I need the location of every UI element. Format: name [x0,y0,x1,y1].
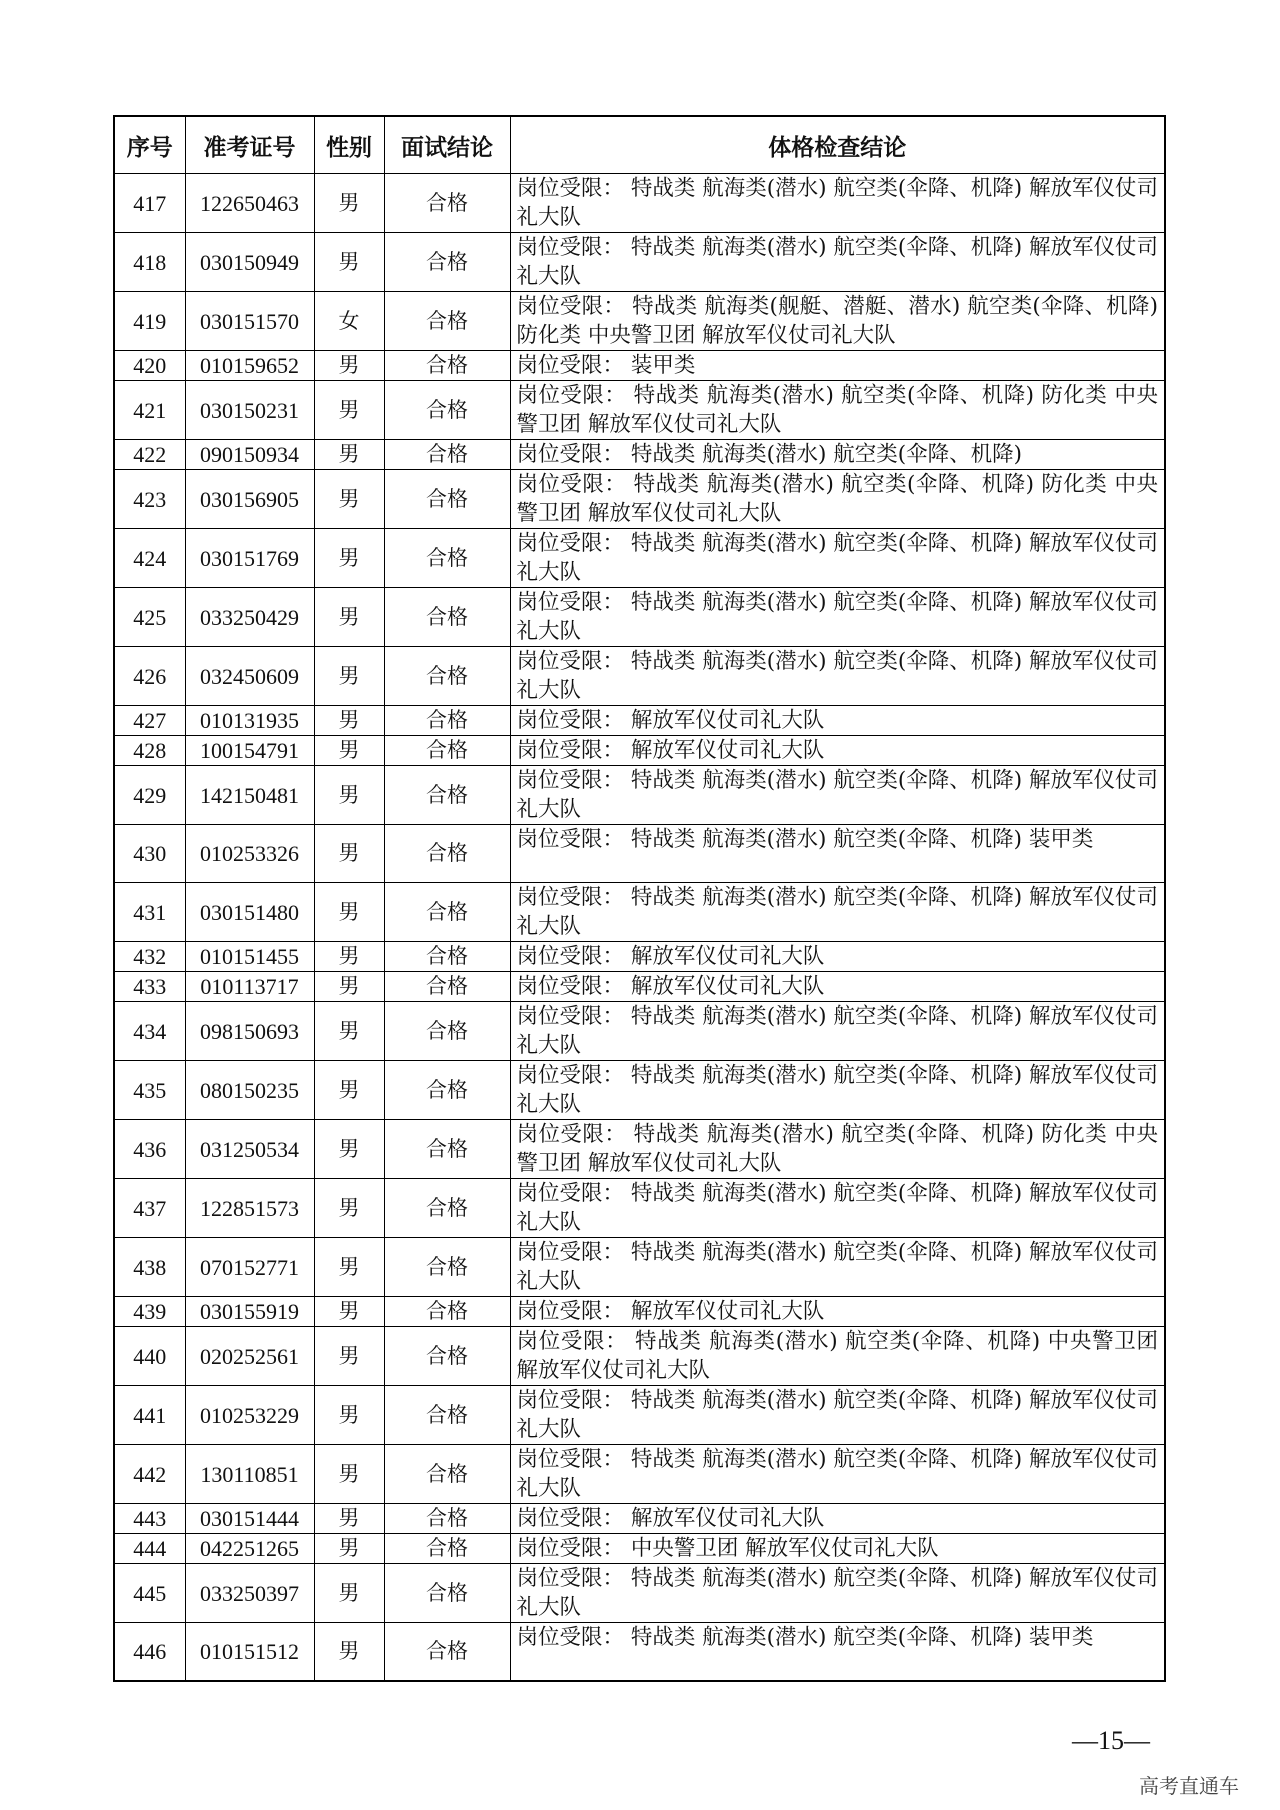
cell-interview: 合格 [384,736,510,766]
cell-seq: 425 [114,588,185,647]
cell-interview: 合格 [384,440,510,470]
cell-seq: 441 [114,1386,185,1445]
header-interview: 面试结论 [384,116,510,174]
cell-physical: 岗位受限： 解放军仪仗司礼大队 [510,1297,1165,1327]
cell-interview: 合格 [384,1002,510,1061]
cell-physical: 岗位受限： 特战类 航海类(潜水) 航空类(伞降、机降) [510,440,1165,470]
cell-exam-no: 030151480 [185,883,314,942]
table-row [114,736,1165,766]
cell-exam-no: 030151570 [185,292,314,351]
cell-gender: 男 [314,1327,384,1386]
cell-seq: 439 [114,1297,185,1327]
cell-seq: 444 [114,1534,185,1564]
cell-physical: 岗位受限： 装甲类 [510,351,1165,381]
cell-physical: 岗位受限： 特战类 航海类(潜水) 航空类(伞降、机降) 中央警卫团 解放军仪仗司礼大队 [510,1327,1165,1386]
cell-exam-no: 030151769 [185,529,314,588]
cell-exam-no: 030156905 [185,470,314,529]
cell-interview: 合格 [384,1297,510,1327]
table-row [114,706,1165,736]
cell-seq: 436 [114,1120,185,1179]
cell-seq: 432 [114,942,185,972]
cell-gender: 男 [314,233,384,292]
table-row [114,174,1165,233]
cell-seq: 429 [114,766,185,825]
cell-physical: 岗位受限： 特战类 航海类(潜水) 航空类(伞降、机降) 解放军仪仗司礼大队 [510,1564,1165,1623]
results-table [113,115,1166,1682]
cell-gender: 男 [314,942,384,972]
cell-gender: 男 [314,1120,384,1179]
watermark: 高考直通车 [1139,1774,1239,1798]
table-row [114,1564,1165,1623]
table-row [114,1002,1165,1061]
cell-seq: 433 [114,972,185,1002]
table-row [114,1445,1165,1504]
cell-exam-no: 070152771 [185,1238,314,1297]
cell-physical: 岗位受限： 特战类 航海类(潜水) 航空类(伞降、机降) 装甲类 [510,825,1165,883]
cell-exam-no: 100154791 [185,736,314,766]
cell-seq: 440 [114,1327,185,1386]
cell-seq: 434 [114,1002,185,1061]
cell-seq: 446 [114,1623,185,1682]
cell-exam-no: 010253326 [185,825,314,883]
cell-seq: 424 [114,529,185,588]
table-row [114,440,1165,470]
cell-interview: 合格 [384,1504,510,1534]
cell-interview: 合格 [384,972,510,1002]
table-row [114,1061,1165,1120]
cell-physical: 岗位受限： 特战类 航海类(潜水) 航空类(伞降、机降) 防化类 中央警卫团 解放军仪仗司礼大队 [510,381,1165,440]
cell-exam-no: 010151455 [185,942,314,972]
cell-gender: 女 [314,292,384,351]
cell-physical: 岗位受限： 解放军仪仗司礼大队 [510,1504,1165,1534]
cell-interview: 合格 [384,529,510,588]
cell-interview: 合格 [384,174,510,233]
cell-seq: 430 [114,825,185,883]
cell-exam-no: 010253229 [185,1386,314,1445]
cell-physical: 岗位受限： 特战类 航海类(潜水) 航空类(伞降、机降) 防化类 中央警卫团 解放军仪仗司礼大队 [510,1120,1165,1179]
table-row [114,1297,1165,1327]
cell-interview: 合格 [384,1564,510,1623]
header-exam-no: 准考证号 [185,116,314,174]
cell-gender: 男 [314,883,384,942]
cell-gender: 男 [314,1564,384,1623]
cell-physical: 岗位受限： 特战类 航海类(潜水) 航空类(伞降、机降) 解放军仪仗司礼大队 [510,1445,1165,1504]
cell-gender: 男 [314,1297,384,1327]
cell-gender: 男 [314,470,384,529]
cell-interview: 合格 [384,351,510,381]
cell-exam-no: 033250397 [185,1564,314,1623]
cell-exam-no: 098150693 [185,1002,314,1061]
cell-interview: 合格 [384,381,510,440]
header-seq: 序号 [114,116,185,174]
cell-exam-no: 130110851 [185,1445,314,1504]
cell-interview: 合格 [384,233,510,292]
cell-seq: 442 [114,1445,185,1504]
cell-gender: 男 [314,1179,384,1238]
cell-exam-no: 030151444 [185,1504,314,1534]
cell-interview: 合格 [384,1238,510,1297]
cell-interview: 合格 [384,292,510,351]
cell-exam-no: 010159652 [185,351,314,381]
cell-interview: 合格 [384,588,510,647]
cell-seq: 418 [114,233,185,292]
cell-physical: 岗位受限： 解放军仪仗司礼大队 [510,942,1165,972]
table-body [114,174,1165,1682]
cell-physical: 岗位受限： 解放军仪仗司礼大队 [510,736,1165,766]
cell-exam-no: 042251265 [185,1534,314,1564]
cell-gender: 男 [314,1504,384,1534]
cell-physical: 岗位受限： 特战类 航海类(潜水) 航空类(伞降、机降) 解放军仪仗司礼大队 [510,1061,1165,1120]
cell-seq: 428 [114,736,185,766]
cell-seq: 427 [114,706,185,736]
header-physical: 体格检查结论 [510,116,1165,174]
header-gender: 性别 [314,116,384,174]
cell-exam-no: 030150231 [185,381,314,440]
page-number: —15— [1072,1726,1150,1755]
cell-interview: 合格 [384,1445,510,1504]
table-row [114,351,1165,381]
cell-physical: 岗位受限： 中央警卫团 解放军仪仗司礼大队 [510,1534,1165,1564]
cell-seq: 431 [114,883,185,942]
cell-gender: 男 [314,381,384,440]
cell-seq: 419 [114,292,185,351]
cell-interview: 合格 [384,766,510,825]
cell-interview: 合格 [384,647,510,706]
cell-physical: 岗位受限： 特战类 航海类(潜水) 航空类(伞降、机降) 解放军仪仗司礼大队 [510,1238,1165,1297]
cell-physical: 岗位受限： 特战类 航海类(潜水) 航空类(伞降、机降) 解放军仪仗司礼大队 [510,529,1165,588]
cell-seq: 423 [114,470,185,529]
cell-seq: 445 [114,1564,185,1623]
cell-physical: 岗位受限： 特战类 航海类(潜水) 航空类(伞降、机降) 解放军仪仗司礼大队 [510,174,1165,233]
table-row [114,942,1165,972]
cell-gender: 男 [314,1623,384,1682]
cell-gender: 男 [314,1061,384,1120]
cell-exam-no: 033250429 [185,588,314,647]
table-row [114,1504,1165,1534]
cell-interview: 合格 [384,1534,510,1564]
cell-interview: 合格 [384,1179,510,1238]
table-row [114,470,1165,529]
cell-interview: 合格 [384,1623,510,1682]
table-row [114,1120,1165,1179]
cell-gender: 男 [314,766,384,825]
table-row [114,1238,1165,1297]
cell-seq: 422 [114,440,185,470]
cell-exam-no: 080150235 [185,1061,314,1120]
cell-interview: 合格 [384,1120,510,1179]
cell-seq: 438 [114,1238,185,1297]
table-row [114,233,1165,292]
table-row [114,588,1165,647]
cell-physical: 岗位受限： 特战类 航海类(潜水) 航空类(伞降、机降) 解放军仪仗司礼大队 [510,647,1165,706]
cell-interview: 合格 [384,1061,510,1120]
cell-exam-no: 090150934 [185,440,314,470]
cell-exam-no: 122851573 [185,1179,314,1238]
cell-physical: 岗位受限： 特战类 航海类(潜水) 航空类(伞降、机降) 解放军仪仗司礼大队 [510,1179,1165,1238]
cell-seq: 443 [114,1504,185,1534]
table-row [114,1623,1165,1682]
cell-physical: 岗位受限： 解放军仪仗司礼大队 [510,706,1165,736]
cell-gender: 男 [314,1534,384,1564]
cell-seq: 420 [114,351,185,381]
cell-exam-no: 030150949 [185,233,314,292]
cell-gender: 男 [314,706,384,736]
cell-interview: 合格 [384,1386,510,1445]
cell-gender: 男 [314,174,384,233]
table-header-row [114,116,1165,174]
table-row [114,292,1165,351]
cell-seq: 435 [114,1061,185,1120]
cell-physical: 岗位受限： 特战类 航海类(潜水) 航空类(伞降、机降) 解放军仪仗司礼大队 [510,588,1165,647]
cell-physical: 岗位受限： 特战类 航海类(潜水) 航空类(伞降、机降) 解放军仪仗司礼大队 [510,233,1165,292]
cell-gender: 男 [314,351,384,381]
cell-physical: 岗位受限： 特战类 航海类(潜水) 航空类(伞降、机降) 解放军仪仗司礼大队 [510,766,1165,825]
table-row [114,825,1165,883]
cell-physical: 岗位受限： 特战类 航海类(舰艇、潜艇、潜水) 航空类(伞降、机降) 防化类 中央警卫团 解放军仪仗司礼大队 [510,292,1165,351]
cell-physical: 岗位受限： 特战类 航海类(潜水) 航空类(伞降、机降) 装甲类 [510,1623,1165,1682]
cell-interview: 合格 [384,825,510,883]
cell-gender: 男 [314,825,384,883]
cell-exam-no: 030155919 [185,1297,314,1327]
cell-gender: 男 [314,529,384,588]
cell-seq: 437 [114,1179,185,1238]
cell-exam-no: 010131935 [185,706,314,736]
cell-exam-no: 031250534 [185,1120,314,1179]
cell-interview: 合格 [384,470,510,529]
cell-gender: 男 [314,1238,384,1297]
table-row [114,883,1165,942]
table-row [114,972,1165,1002]
cell-exam-no: 142150481 [185,766,314,825]
cell-physical: 岗位受限： 特战类 航海类(潜水) 航空类(伞降、机降) 解放军仪仗司礼大队 [510,883,1165,942]
table-row [114,647,1165,706]
cell-gender: 男 [314,972,384,1002]
cell-gender: 男 [314,1002,384,1061]
cell-exam-no: 010113717 [185,972,314,1002]
table-row [114,381,1165,440]
cell-gender: 男 [314,736,384,766]
cell-exam-no: 032450609 [185,647,314,706]
table-row [114,1179,1165,1238]
cell-gender: 男 [314,588,384,647]
cell-seq: 421 [114,381,185,440]
table-row [114,1386,1165,1445]
table-row [114,766,1165,825]
table-row [114,1534,1165,1564]
cell-exam-no: 010151512 [185,1623,314,1682]
cell-physical: 岗位受限： 特战类 航海类(潜水) 航空类(伞降、机降) 解放军仪仗司礼大队 [510,1386,1165,1445]
table-row [114,529,1165,588]
cell-gender: 男 [314,647,384,706]
cell-interview: 合格 [384,942,510,972]
cell-gender: 男 [314,440,384,470]
cell-interview: 合格 [384,1327,510,1386]
table-row [114,1327,1165,1386]
cell-physical: 岗位受限： 特战类 航海类(潜水) 航空类(伞降、机降) 防化类 中央警卫团 解放军仪仗司礼大队 [510,470,1165,529]
cell-exam-no: 122650463 [185,174,314,233]
cell-interview: 合格 [384,706,510,736]
cell-seq: 426 [114,647,185,706]
cell-physical: 岗位受限： 解放军仪仗司礼大队 [510,972,1165,1002]
cell-seq: 417 [114,174,185,233]
cell-exam-no: 020252561 [185,1327,314,1386]
cell-interview: 合格 [384,883,510,942]
cell-physical: 岗位受限： 特战类 航海类(潜水) 航空类(伞降、机降) 解放军仪仗司礼大队 [510,1002,1165,1061]
cell-gender: 男 [314,1445,384,1504]
cell-gender: 男 [314,1386,384,1445]
